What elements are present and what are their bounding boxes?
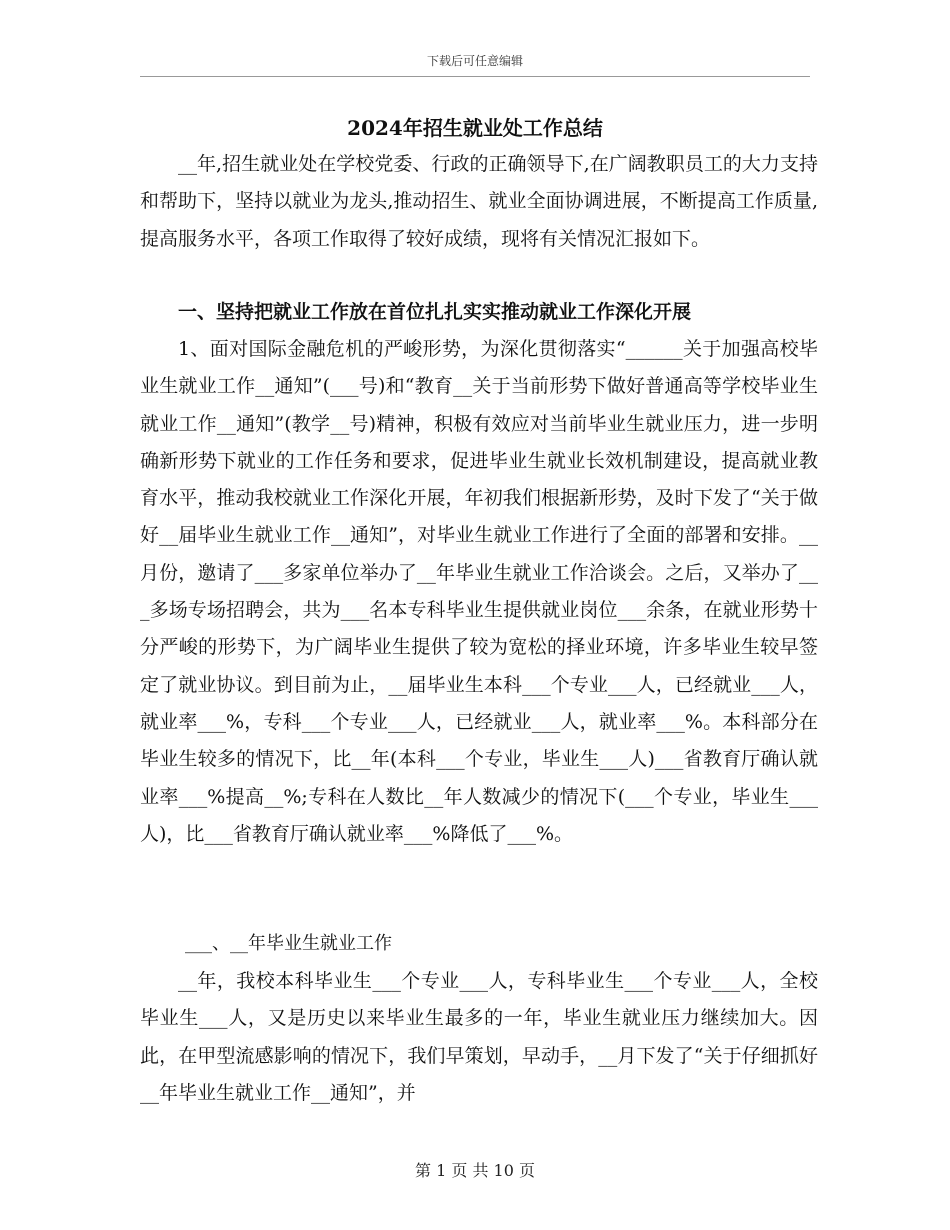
section-2-paragraph: __年，我校本科毕业生___个专业___人，专科毕业生___个专业___人，全校毕业生___人，又是历史以来毕业生最多的一年，毕业生就业压力继续加大。因此，在甲型流感影响的情况下，我们早策划，早动手，__月下发了“关于仔细抓好__年毕业生就业工作__通知”，并 [140, 970, 818, 1104]
section-1-paragraph: 1、面对国际金融危机的严峻形势，为深化贯彻落实“______关于加强高校毕业生就业工作__通知”(___号)和“教育__关于当前形势下做好普通高等学校毕业生就业工作__通知”(教学__号)精神，积极有效应对当前毕业生就业压力，进一步明确新形势下就业的工作任务和要求，促进毕业生就业长效机制建设，提高就业教育水平，推动我校就业工作深化开展，年初我们根据新形势，及时下发了“关于做好__届毕业生就业工作__通知”，对毕业生就业工作进行了全面的部署和安排。__月份，邀请了___多家单位举办了__年毕业生就业工作洽谈会。之后，又举办了___多场专场招聘会，共为___名本专科毕业生提供就业岗位___余条，在就业形势十分严峻的形势下，为广阔毕业生提供了较为宽松的择业环境，许多毕业生较早签定了就业协议。到目前为止，__届毕业生本科___个专业___人，已经就业___人，就业率___%，专科___个专业___人，已经就业___人，就业率___%。本科部分在毕业生较多的情况下，比__年(本科___个专业，毕业生___人)___省教育厅确认就业率___%提高__%;专科在人数比__年人数减少的情况下(___个专业，毕业生___人)，比___省教育厅确认就业率___%降低了___%。 [140, 338, 818, 845]
section-heading-1: 一、坚持把就业工作放在首位扎扎实实推动就业工作深化开展 [178, 301, 692, 323]
intro-paragraph: __年,招生就业处在学校党委、行政的正确领导下,在广阔教职员工的大力支持和帮助下，坚持以就业为龙头,推动招生、就业全面协调进展，不断提高工作质量,提高服务水平，各项工作取得了较好成绩，现将有关情况汇报如下。 [140, 153, 818, 250]
page-number: 第 1 页 共 10 页 [415, 1161, 535, 1180]
page-header: 下载后可任意编辑 [426, 54, 523, 68]
subsection-heading: ___、__年毕业生就业工作 [185, 933, 392, 954]
header-divider [140, 76, 810, 77]
document-title: 2024年招生就业处工作总结 [347, 116, 603, 140]
